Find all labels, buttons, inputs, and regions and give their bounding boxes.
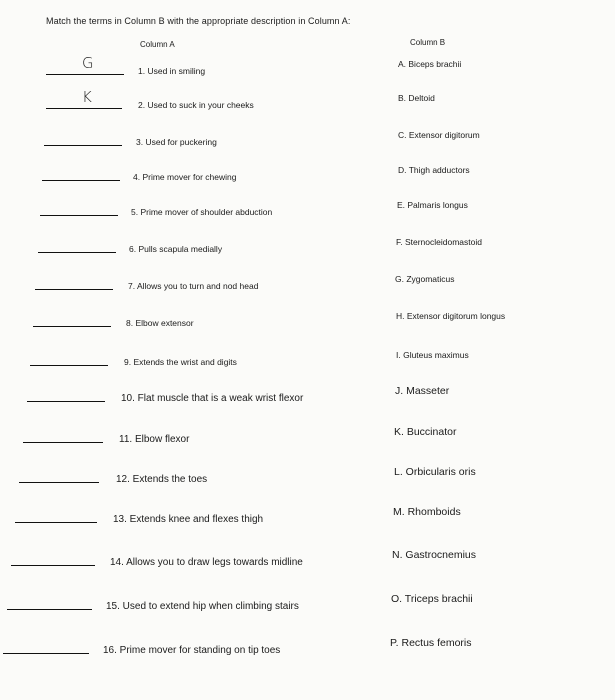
match-row-8 bbox=[0, 312, 615, 332]
answer-blank-4[interactable] bbox=[42, 180, 120, 181]
answer-blank-5[interactable] bbox=[40, 215, 118, 216]
match-row-4 bbox=[0, 166, 615, 186]
column-a-item-15: 15. Used to extend hip when climbing stairs bbox=[106, 601, 299, 612]
column-a-item-11: 11. Elbow flexor bbox=[119, 434, 190, 445]
answer-blank-1[interactable] bbox=[46, 74, 124, 75]
column-b-item-12: L. Orbicularis oris bbox=[394, 466, 476, 478]
match-row-14 bbox=[0, 551, 615, 571]
column-a-item-4: 4. Prime mover for chewing bbox=[133, 172, 237, 182]
match-row-15 bbox=[0, 595, 615, 615]
column-b-item-7: G. Zygomaticus bbox=[395, 274, 455, 284]
column-a-item-5: 5. Prime mover of shoulder abduction bbox=[131, 207, 273, 217]
answer-blank-3[interactable] bbox=[44, 145, 122, 146]
match-row-12 bbox=[0, 468, 615, 488]
match-row-2 bbox=[0, 88, 615, 114]
column-a-item-9: 9. Extends the wrist and digits bbox=[124, 357, 237, 367]
column-a-item-3: 3. Used for puckering bbox=[136, 137, 217, 147]
match-row-1 bbox=[0, 54, 615, 80]
column-a-item-1: 1. Used in smiling bbox=[138, 66, 206, 76]
answer-blank-7[interactable] bbox=[35, 289, 113, 290]
column-b-item-16: P. Rectus femoris bbox=[390, 637, 472, 649]
column-a-item-13: 13. Extends knee and flexes thigh bbox=[113, 514, 264, 525]
match-row-5 bbox=[0, 201, 615, 221]
column-b-header: Column B bbox=[410, 38, 446, 47]
answer-blank-9[interactable] bbox=[30, 365, 108, 366]
column-b-item-4: D. Thigh adductors bbox=[398, 165, 470, 175]
answer-blank-10[interactable] bbox=[27, 401, 105, 402]
answer-blank-16[interactable] bbox=[3, 653, 89, 654]
handwritten-answer-1: G bbox=[82, 54, 94, 72]
column-a-item-14: 14. Allows you to draw legs towards midline bbox=[110, 557, 303, 568]
match-row-10 bbox=[0, 387, 615, 407]
column-b-item-3: C. Extensor digitorum bbox=[398, 130, 480, 140]
match-row-16 bbox=[0, 639, 615, 659]
column-b-item-13: M. Rhomboids bbox=[393, 506, 461, 518]
answer-blank-11[interactable] bbox=[23, 442, 103, 443]
column-a-item-6: 6. Pulls scapula medially bbox=[129, 244, 223, 254]
match-row-3 bbox=[0, 131, 615, 151]
column-a-item-2: 2. Used to suck in your cheeks bbox=[138, 100, 254, 110]
column-a-item-10: 10. Flat muscle that is a weak wrist flexor bbox=[121, 393, 304, 404]
column-a-item-12: 12. Extends the toes bbox=[116, 474, 208, 485]
column-a-item-8: 8. Elbow extensor bbox=[126, 318, 194, 328]
column-b-item-1: A. Biceps brachii bbox=[398, 59, 462, 69]
worksheet-title: Match the terms in Column B with the appropriate description in Column A: bbox=[46, 16, 351, 26]
column-b-item-8: H. Extensor digitorum longus bbox=[396, 311, 506, 321]
answer-blank-13[interactable] bbox=[15, 522, 97, 523]
column-b-item-2: B. Deltoid bbox=[398, 93, 435, 103]
match-row-9 bbox=[0, 351, 615, 371]
match-row-6 bbox=[0, 238, 615, 258]
handwritten-answer-2: K bbox=[82, 88, 92, 106]
column-b-item-10: J. Masseter bbox=[395, 385, 450, 397]
column-a-header: Column A bbox=[140, 40, 175, 49]
column-a-item-7: 7. Allows you to turn and nod head bbox=[128, 281, 259, 291]
column-b-item-14: N. Gastrocnemius bbox=[392, 549, 477, 561]
match-row-13 bbox=[0, 508, 615, 528]
column-b-item-11: K. Buccinator bbox=[394, 426, 457, 438]
answer-blank-12[interactable] bbox=[19, 482, 99, 483]
answer-blank-15[interactable] bbox=[7, 609, 92, 610]
column-b-item-15: O. Triceps brachii bbox=[391, 593, 473, 605]
column-b-item-6: F. Sternocleidomastoid bbox=[396, 237, 482, 247]
answer-blank-8[interactable] bbox=[33, 326, 111, 327]
answer-blank-6[interactable] bbox=[38, 252, 116, 253]
answer-blank-14[interactable] bbox=[11, 565, 95, 566]
match-row-11 bbox=[0, 428, 615, 448]
column-a-item-16: 16. Prime mover for standing on tip toes bbox=[103, 645, 281, 656]
answer-blank-2[interactable] bbox=[46, 108, 122, 109]
column-b-item-9: I. Gluteus maximus bbox=[396, 350, 469, 360]
match-row-7 bbox=[0, 275, 615, 295]
column-b-item-5: E. Palmaris longus bbox=[397, 200, 468, 210]
